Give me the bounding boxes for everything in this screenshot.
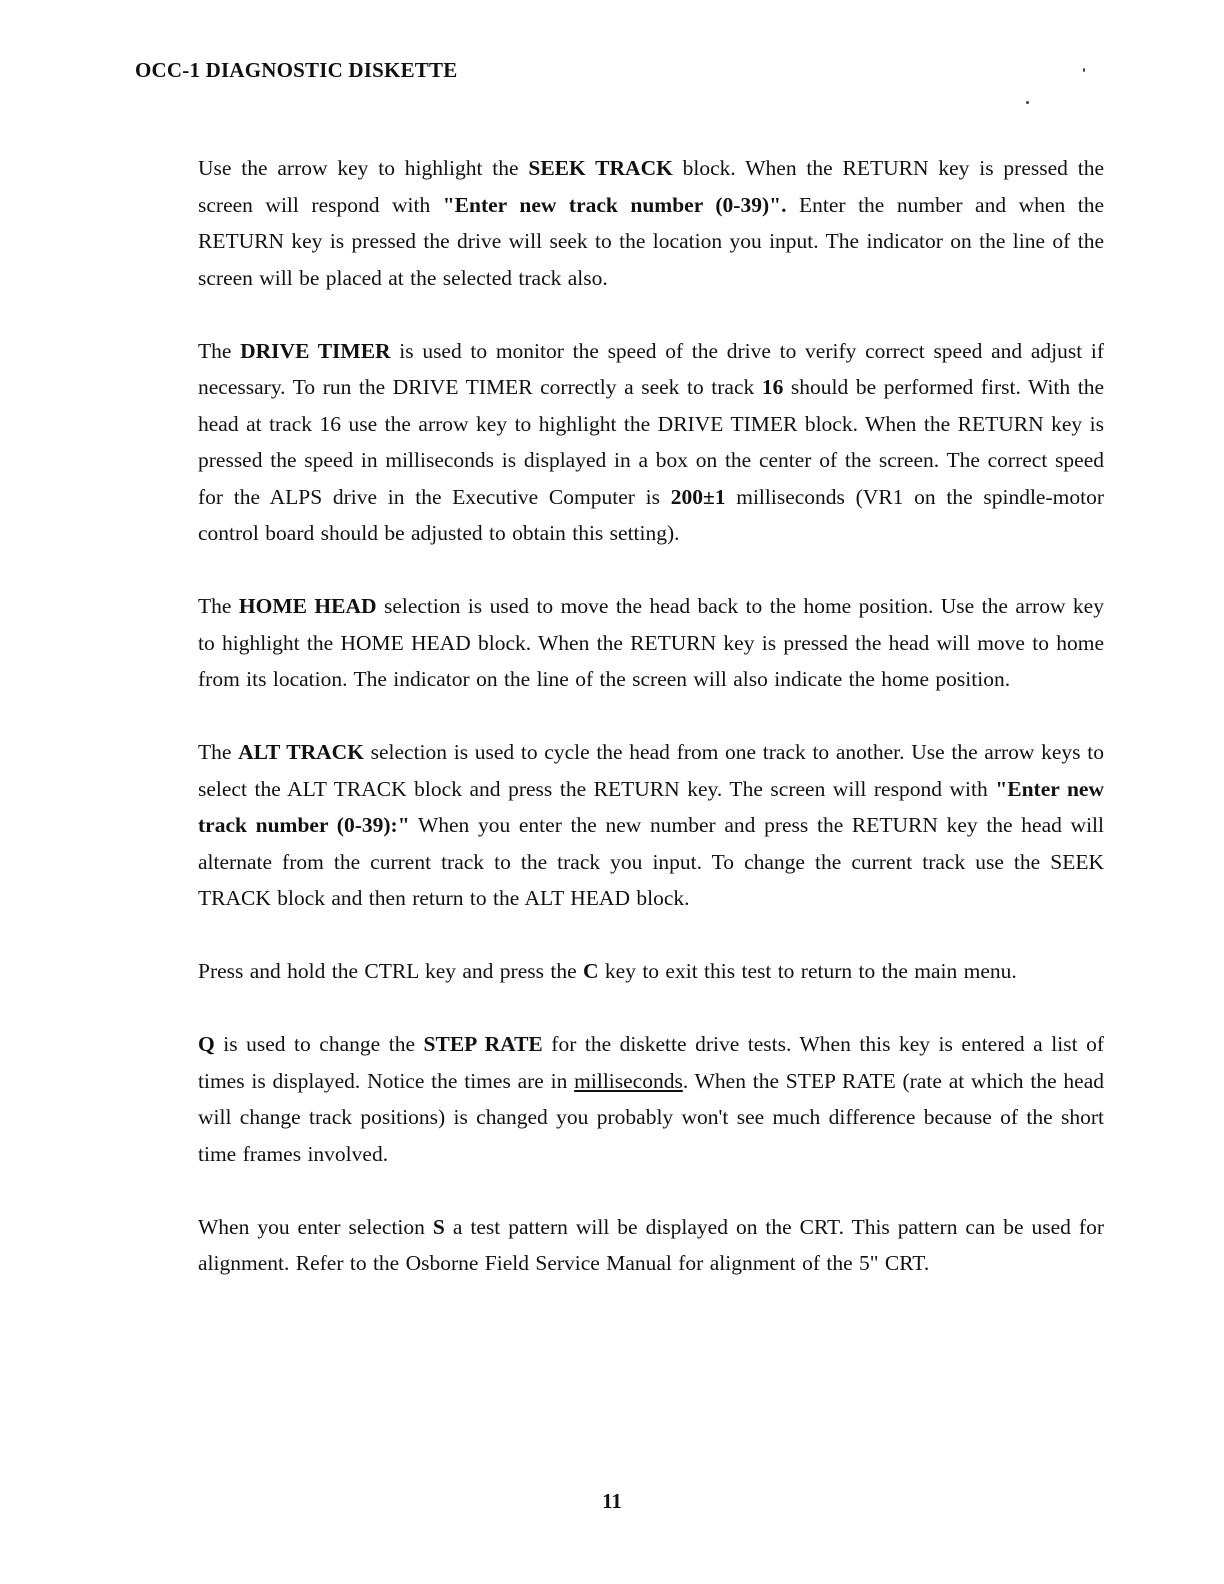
page-header-title: OCC-1 DIAGNOSTIC DISKETTE: [135, 58, 458, 82]
key-q: Q: [198, 1032, 215, 1056]
paragraph-step-rate: Q is used to change the STEP RATE for the diskette drive tests. When this key is entered a list of times is displayed. Notice the times are in milliseconds. When the STEP RATE (rate at which the head will change track positions) is changed you probably won't see much difference because of the short time frames involved.: [198, 1032, 1104, 1166]
underlined-milliseconds: milliseconds: [574, 1068, 683, 1093]
term-seek-track: SEEK TRACK: [528, 156, 673, 180]
prompt-enter-track: "Enter new track number (0-39)".: [442, 192, 787, 217]
prompt-enter-track: "Enter new track number (0-39):": [198, 776, 1104, 837]
scan-speck: [1083, 68, 1085, 72]
term-step-rate: STEP RATE: [423, 1032, 543, 1056]
speed-value: 200±1: [670, 484, 726, 509]
key-c: C: [583, 959, 599, 983]
scan-speck: [1026, 101, 1029, 104]
document-body: [198, 150, 1104, 1318]
paragraph-ctrl-c: Press and hold the CTRL key and press the C key to exit this test to return to the main menu.: [198, 959, 1017, 983]
term-alt-track: ALT TRACK: [238, 740, 364, 764]
track-number: 16: [761, 375, 784, 399]
term-drive-timer: DRIVE TIMER: [240, 338, 391, 363]
paragraph-test-pattern: When you enter selection S a test pattern will be displayed on the CRT. This pattern can be used for alignment. Refer to the Osborne Field Service Manual for alignment of the 5" CRT.: [198, 1214, 1104, 1275]
page-number: 11: [602, 1489, 622, 1513]
paragraph-drive-timer: The DRIVE TIMER is used to monitor the speed of the drive to verify correct speed and adjust if necessary. To run the DRIVE TIMER correctly a seek to track 16 should be performed first. With the head at track 16 use the arrow key to highlight the DRIVE TIMER block. When the RETURN key is pressed the speed in milliseconds is displayed in a box on the center of the screen. The correct speed for the ALPS drive in the Executive Computer is 200±1 milliseconds (VR1 on the spindle-motor control board should be adjusted to obtain this setting).: [198, 338, 1105, 545]
paragraph-home-head: The HOME HEAD selection is used to move the head back to the home position. Use the arrow key to highlight the HOME HEAD block. When the RETURN key is pressed the head will move to home from its location. The indicator on the line of the screen will also indicate the home position.: [198, 594, 1104, 691]
paragraph-seek-track: Use the arrow key to highlight the SEEK TRACK block. When the RETURN key is pressed the screen will respond with "Enter new track number (0-39)". Enter the number and when the RETURN key is pressed the drive will seek to the location you input. The indicator on the line of the screen will be placed at the selected track also.: [198, 156, 1104, 290]
paragraph-alt-track: The ALT TRACK selection is used to cycle the head from one track to another. Use the arrow keys to select the ALT TRACK block and press the RETURN key. The screen will respond with "Enter new track number (0-39):" When you enter the new number and press the RETURN key the head will alternate from the current track to the track you input. To change the current track use the SEEK TRACK block and then return to the ALT HEAD block.: [198, 740, 1105, 910]
term-home-head: HOME HEAD: [238, 594, 377, 618]
key-s: S: [432, 1214, 445, 1239]
